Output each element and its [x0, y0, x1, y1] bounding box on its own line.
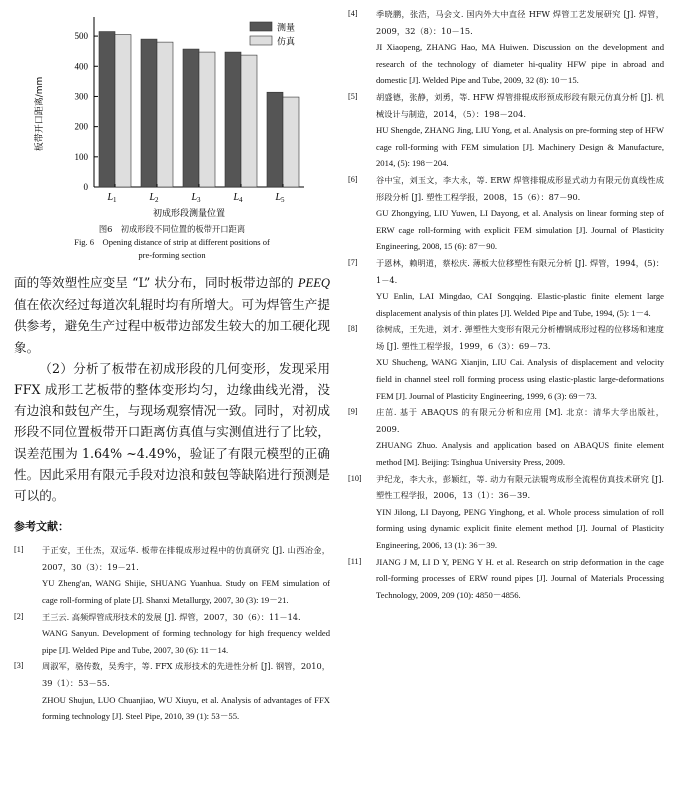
peeq-term: PEEQ — [297, 276, 330, 290]
reference-item — [348, 554, 664, 604]
reference-cn: 庄茁. 基于 ABAQUS 的有限元分析和应用 [M]. 北京：清华大学出版社，2009. — [376, 407, 664, 434]
reference-text — [42, 542, 330, 608]
reference-cn: 周淑军，骆传数，吴秀宇，等. FFX 成形技术的先进性分析 [J]. 钢管，2010，39（1）：53－55. — [42, 661, 330, 688]
bar-simulated — [241, 55, 257, 187]
conclusion-text — [14, 272, 330, 506]
figure-caption-en-line2: pre-forming section — [138, 250, 206, 260]
bar-measured — [225, 52, 241, 187]
x-tick-sub: 1 — [113, 196, 117, 204]
x-tick-sub: 3 — [197, 196, 201, 204]
reference-item — [348, 255, 664, 321]
bar-measured — [267, 92, 283, 187]
conclusion-paragraph-2: （2）分析了板带在初成形段的几何变形，发现采用 FFX 成形工艺板带的整体变形均匀，边缘曲线光滑，没有边浪和鼓包产生，与现场观察情况一致。同时，对初成形段不同位置板带开口距离仿真值与实测值进行了比较，误差范围为 1.64% ~4.49%，验证了有限元模型的正确性。因此采用有限元手段对边浪和鼓包等缺陷进行预测是可以的。 — [14, 360, 330, 504]
p1-text-a: 面的等效塑性应变呈 “L” 状分布，同时板带边部的 — [14, 275, 298, 290]
reference-en: JIANG J M, LI D Y, PENG Y H. et al. Research on strip deformation in the cage roll-forming processes of ERW round pipes [J]. Journal of Materials Processing Technology, 2009, 209 (10): 4850－4856. — [376, 556, 664, 600]
bar-simulated — [283, 97, 299, 187]
x-tick-main: L — [275, 192, 282, 203]
reference-number: [3] — [14, 661, 24, 671]
reference-en: YU Zheng'an, WANG Shijie, SHUANG Yuanhua. Study on FEM simulation of cage roll-forming of plate [J]. Shanxi Metallurgy, 2007, 30 (3): 19－21. — [42, 578, 330, 606]
figure-6-chart — [14, 6, 330, 222]
bar-measured — [99, 32, 115, 187]
reference-text — [42, 658, 330, 724]
reference-text — [376, 321, 664, 404]
bar-simulated — [157, 42, 173, 187]
reference-item — [348, 172, 664, 255]
reference-item — [348, 471, 664, 554]
reference-text — [376, 172, 664, 255]
reference-en: YIN Jilong, LI Dayong, PENG Yinghong, et al. Whole process simulation of roll forming using dynamic explicit finite element method [J]. Journal of Plasticity Engineering, 2006, 13 (1): 36－39. — [376, 506, 664, 550]
bar-measured — [141, 39, 157, 187]
reference-cn: 胡盛德，张静，刘勇，等. HFW 焊管排辊成形预成形段有限元仿真分析 [J]. 机械设计与制造，2014，（5）：198－204. — [376, 91, 664, 119]
reference-text — [376, 471, 664, 554]
reference-cn: 季晓鹏，张浩，马会文. 国内外大中直径 HFW 焊管工艺发展研究 [J]. 焊管，2009，32（8）：10－15. — [376, 9, 664, 36]
reference-text — [376, 554, 664, 604]
reference-number: [4] — [348, 9, 358, 18]
legend-label: 测量 — [277, 23, 296, 34]
references-list-left — [14, 542, 330, 725]
reference-en: XU Shucheng, WANG Xianjin, LIU Cai. Analysis of displacement and velocity field in channel steel roll forming process using elastic-plastic large-deformations FEM [J]. Journal of Plasticity Engineering, 1999, 6 (3): 69－73. — [376, 357, 664, 401]
y-tick-label: 100 — [74, 151, 88, 162]
y-tick-label: 200 — [74, 121, 88, 132]
p1-text-b: 值在依次经过每道次轧辊时均有所增大。可为焊管生产提供参考，避免生产过程中板带边部发生较大的加工硬化现象。 — [14, 297, 330, 355]
reference-number: [6] — [348, 174, 358, 184]
reference-text — [376, 404, 664, 470]
reference-number: [5] — [348, 91, 358, 101]
reference-text — [376, 89, 664, 172]
reference-item — [348, 404, 664, 470]
bar-simulated — [115, 35, 131, 187]
reference-text — [42, 609, 330, 659]
x-tick-sub: 4 — [239, 196, 243, 204]
reference-item — [14, 542, 330, 608]
y-tick-label: 400 — [74, 61, 88, 72]
reference-cn: 于恩林，赖明道，蔡松庆. 薄板大位移塑性有限元分析 [J]. 焊管，1994，(5)：1－4. — [376, 257, 664, 285]
legend-label: 仿真 — [277, 37, 296, 48]
y-tick-label: 0 — [83, 182, 88, 192]
reference-number: [2] — [14, 611, 24, 621]
reference-en: JI Xiaopeng, ZHANG Hao, MA Huiwen. Discussion on the development and research of the technology of diameter hi-quality HFW pipe in abroad and domestic [J]. Welded Pipe and Tube, 2009, 32 (8): 10－15. — [376, 42, 664, 86]
x-tick-label — [106, 192, 117, 204]
bar-chart — [14, 6, 330, 222]
x-tick-main: L — [233, 192, 240, 203]
references-list-right — [348, 6, 664, 603]
x-tick-label — [274, 192, 285, 204]
references-heading: 参考文献： — [14, 520, 69, 534]
reference-cn: 徐树成，王先进，刘才. 弹塑性大变形有限元分析槽钢成形过程的位移场和速度场 [J]. 塑性工程学报，1999，6（3）：69－73. — [376, 324, 664, 351]
reference-number: [11] — [348, 556, 362, 566]
bar-measured — [183, 49, 199, 187]
reference-number: [10] — [348, 473, 362, 483]
x-axis-label: 初成形段测量位置 — [152, 209, 226, 219]
x-tick-main: L — [191, 192, 198, 203]
reference-number: [7] — [348, 257, 358, 267]
y-tick-label: 300 — [74, 91, 88, 102]
y-tick-label: 500 — [74, 31, 88, 42]
reference-cn: 于正安，王仕杰，双远华. 板带在排辊成形过程中的仿真研究 [J]. 山西冶金，2007，30（3）：19－21. — [42, 545, 330, 572]
figure-caption-en-line1: Fig. 6 Opening distance of strip at different positions of — [74, 237, 270, 247]
reference-en: WANG Sanyun. Development of forming technology for high frequency welded pipe [J]. Welded Pipe and Tube, 2007, 30 (6): 11－14. — [42, 628, 330, 655]
reference-number: [1] — [14, 545, 24, 555]
left-column — [14, 6, 330, 725]
legend-swatch — [250, 22, 272, 31]
x-tick-label — [190, 192, 201, 204]
reference-text — [376, 255, 664, 321]
x-tick-label — [232, 192, 243, 204]
x-tick-label — [148, 192, 159, 204]
x-tick-main: L — [107, 192, 114, 203]
x-tick-sub: 5 — [281, 196, 285, 204]
reference-en: GU Zhongying, LIU Yuwen, LI Dayong, et al. Analysis on linear forming step of ERW cage roll-forming with explicit FEM simulation [J]. Journal of Plasticity Engineering, 2008, 15 (6): 87－90. — [376, 208, 664, 252]
reference-item — [14, 658, 330, 724]
reference-item — [348, 321, 664, 404]
reference-item — [14, 609, 330, 659]
reference-item — [348, 6, 664, 89]
conclusion-paragraph-1 — [14, 272, 330, 358]
reference-text — [376, 6, 664, 89]
reference-number: [9] — [348, 407, 358, 417]
reference-en: ZHOU Shujun, LUO Chuanjiao, WU Xiuyu, et al. Analysis of advantages of FFX forming technology [J]. Steel Pipe, 2010, 39 (1): 53－55. — [42, 694, 330, 722]
figure-caption-cn: 图6 初成形段不同位置的板带开口距离 — [98, 224, 246, 234]
reference-en: HU Shengde, ZHANG Jing, LIU Yong, et al. Analysis on pre-forming step of HFW cage roll-forming with FEM simulation [J]. Machinery Design & Manufacture, 2014, (5): 198－204. — [376, 125, 664, 169]
x-tick-sub: 2 — [155, 196, 159, 204]
reference-en: ZHUANG Zhuo. Analysis and application based on ABAQUS finite element method [M]. Beijing: Tsinghua University Press, 2009. — [376, 440, 664, 468]
reference-item — [348, 89, 664, 172]
x-tick-main: L — [149, 192, 156, 203]
bar-simulated — [199, 52, 215, 187]
right-column — [348, 6, 664, 603]
reference-cn: 王三云. 高频焊管成形技术的发展 [J]. 焊管，2007，30（6）：11－14. — [42, 611, 301, 622]
reference-number: [8] — [348, 324, 358, 334]
reference-cn: 谷中宝，刘玉文，李大永，等. ERW 焊管排辊成形显式动力有限元仿真线性成形段分析 [J]. 塑性工程学报，2008，15（6）：87－90. — [376, 174, 664, 202]
y-axis-label: 板带开口距离/mm — [35, 76, 45, 152]
reference-cn: 尹纪龙，李大永，彭颖红，等. 动力有限元法辊弯成形全流程仿真技术研究 [J]. 塑性工程学报，2006，13（1）：36－39. — [376, 473, 664, 501]
reference-en: YU Enlin, LAI Mingdao, CAI Songqing. Elastic-plastic finite element large displacement analysis of thin plates [J]. Welded Pipe and Tube, 1994, (5): 1－4. — [376, 291, 664, 318]
legend-swatch — [250, 36, 272, 45]
